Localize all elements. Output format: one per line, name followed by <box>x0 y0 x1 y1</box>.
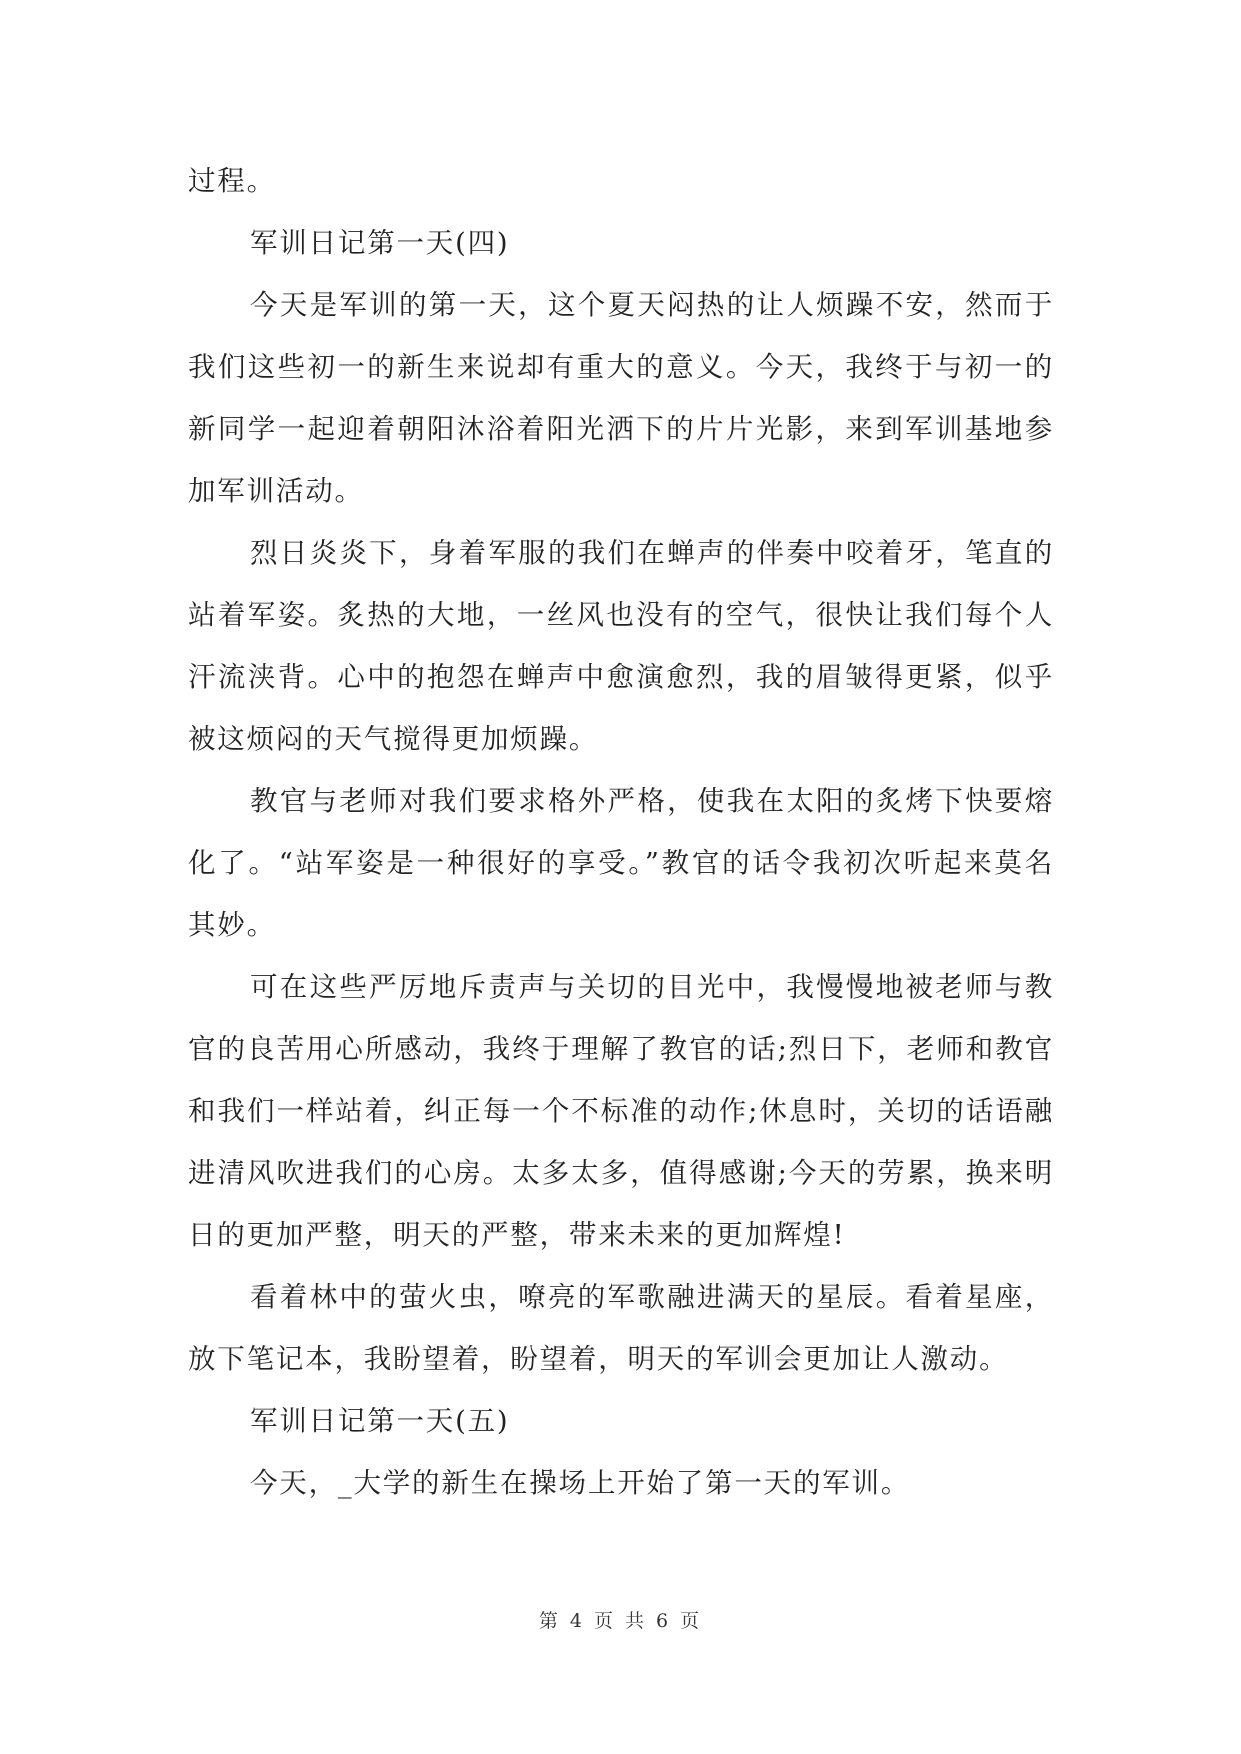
paragraph-continuation: 过程。 <box>188 165 276 197</box>
paragraph: 今天是军训的第一天，这个夏天闷热的让人烦躁不安，然而于我们这些初一的新生来说却有重大的意义。今天，我终于与初一的新同学一起迎着朝阳沐浴着阳光洒下的片片光影，来到军训基地参加军训活动。 <box>188 289 1054 507</box>
document-body <box>188 150 1054 1514</box>
section-heading-4: 军训日记第一天(四) <box>250 227 510 259</box>
paragraph: 教官与老师对我们要求格外严格，使我在太阳的炙烤下快要熔化了。“站军姿是一种很好的享受。”教官的话令我初次听起来莫名其妙。 <box>188 785 1054 941</box>
paragraph: 烈日炎炎下，身着军服的我们在蝉声的伴奏中咬着牙，笔直的站着军姿。炙热的大地，一丝风也没有的空气，很快让我们每个人汗流浃背。心中的抱怨在蝉声中愈演愈烈，我的眉皱得更紧，似乎被这烦闷的天气搅得更加烦躁。 <box>188 537 1054 755</box>
paragraph: 今天，_大学的新生在操场上开始了第一天的军训。 <box>250 1467 911 1499</box>
paragraph: 可在这些严厉地斥责声与关切的目光中，我慢慢地被老师与教官的良苦用心所感动，我终于理解了教官的话;烈日下，老师和教官和我们一样站着，纠正每一个不标准的动作;休息时，关切的话语融进清风吹进我们的心房。太多太多，值得感谢;今天的劳累，换来明日的更加严整，明天的严整，带来未来的更加辉煌! <box>188 971 1054 1251</box>
section-heading-5: 军训日记第一天(五) <box>250 1405 510 1437</box>
paragraph: 看着林中的萤火虫，嘹亮的军歌融进满天的星辰。看着星座，放下笔记本，我盼望着，盼望着，明天的军训会更加让人激动。 <box>188 1281 1054 1375</box>
page-number-footer: 第 4 页 共 6 页 <box>538 1610 703 1632</box>
